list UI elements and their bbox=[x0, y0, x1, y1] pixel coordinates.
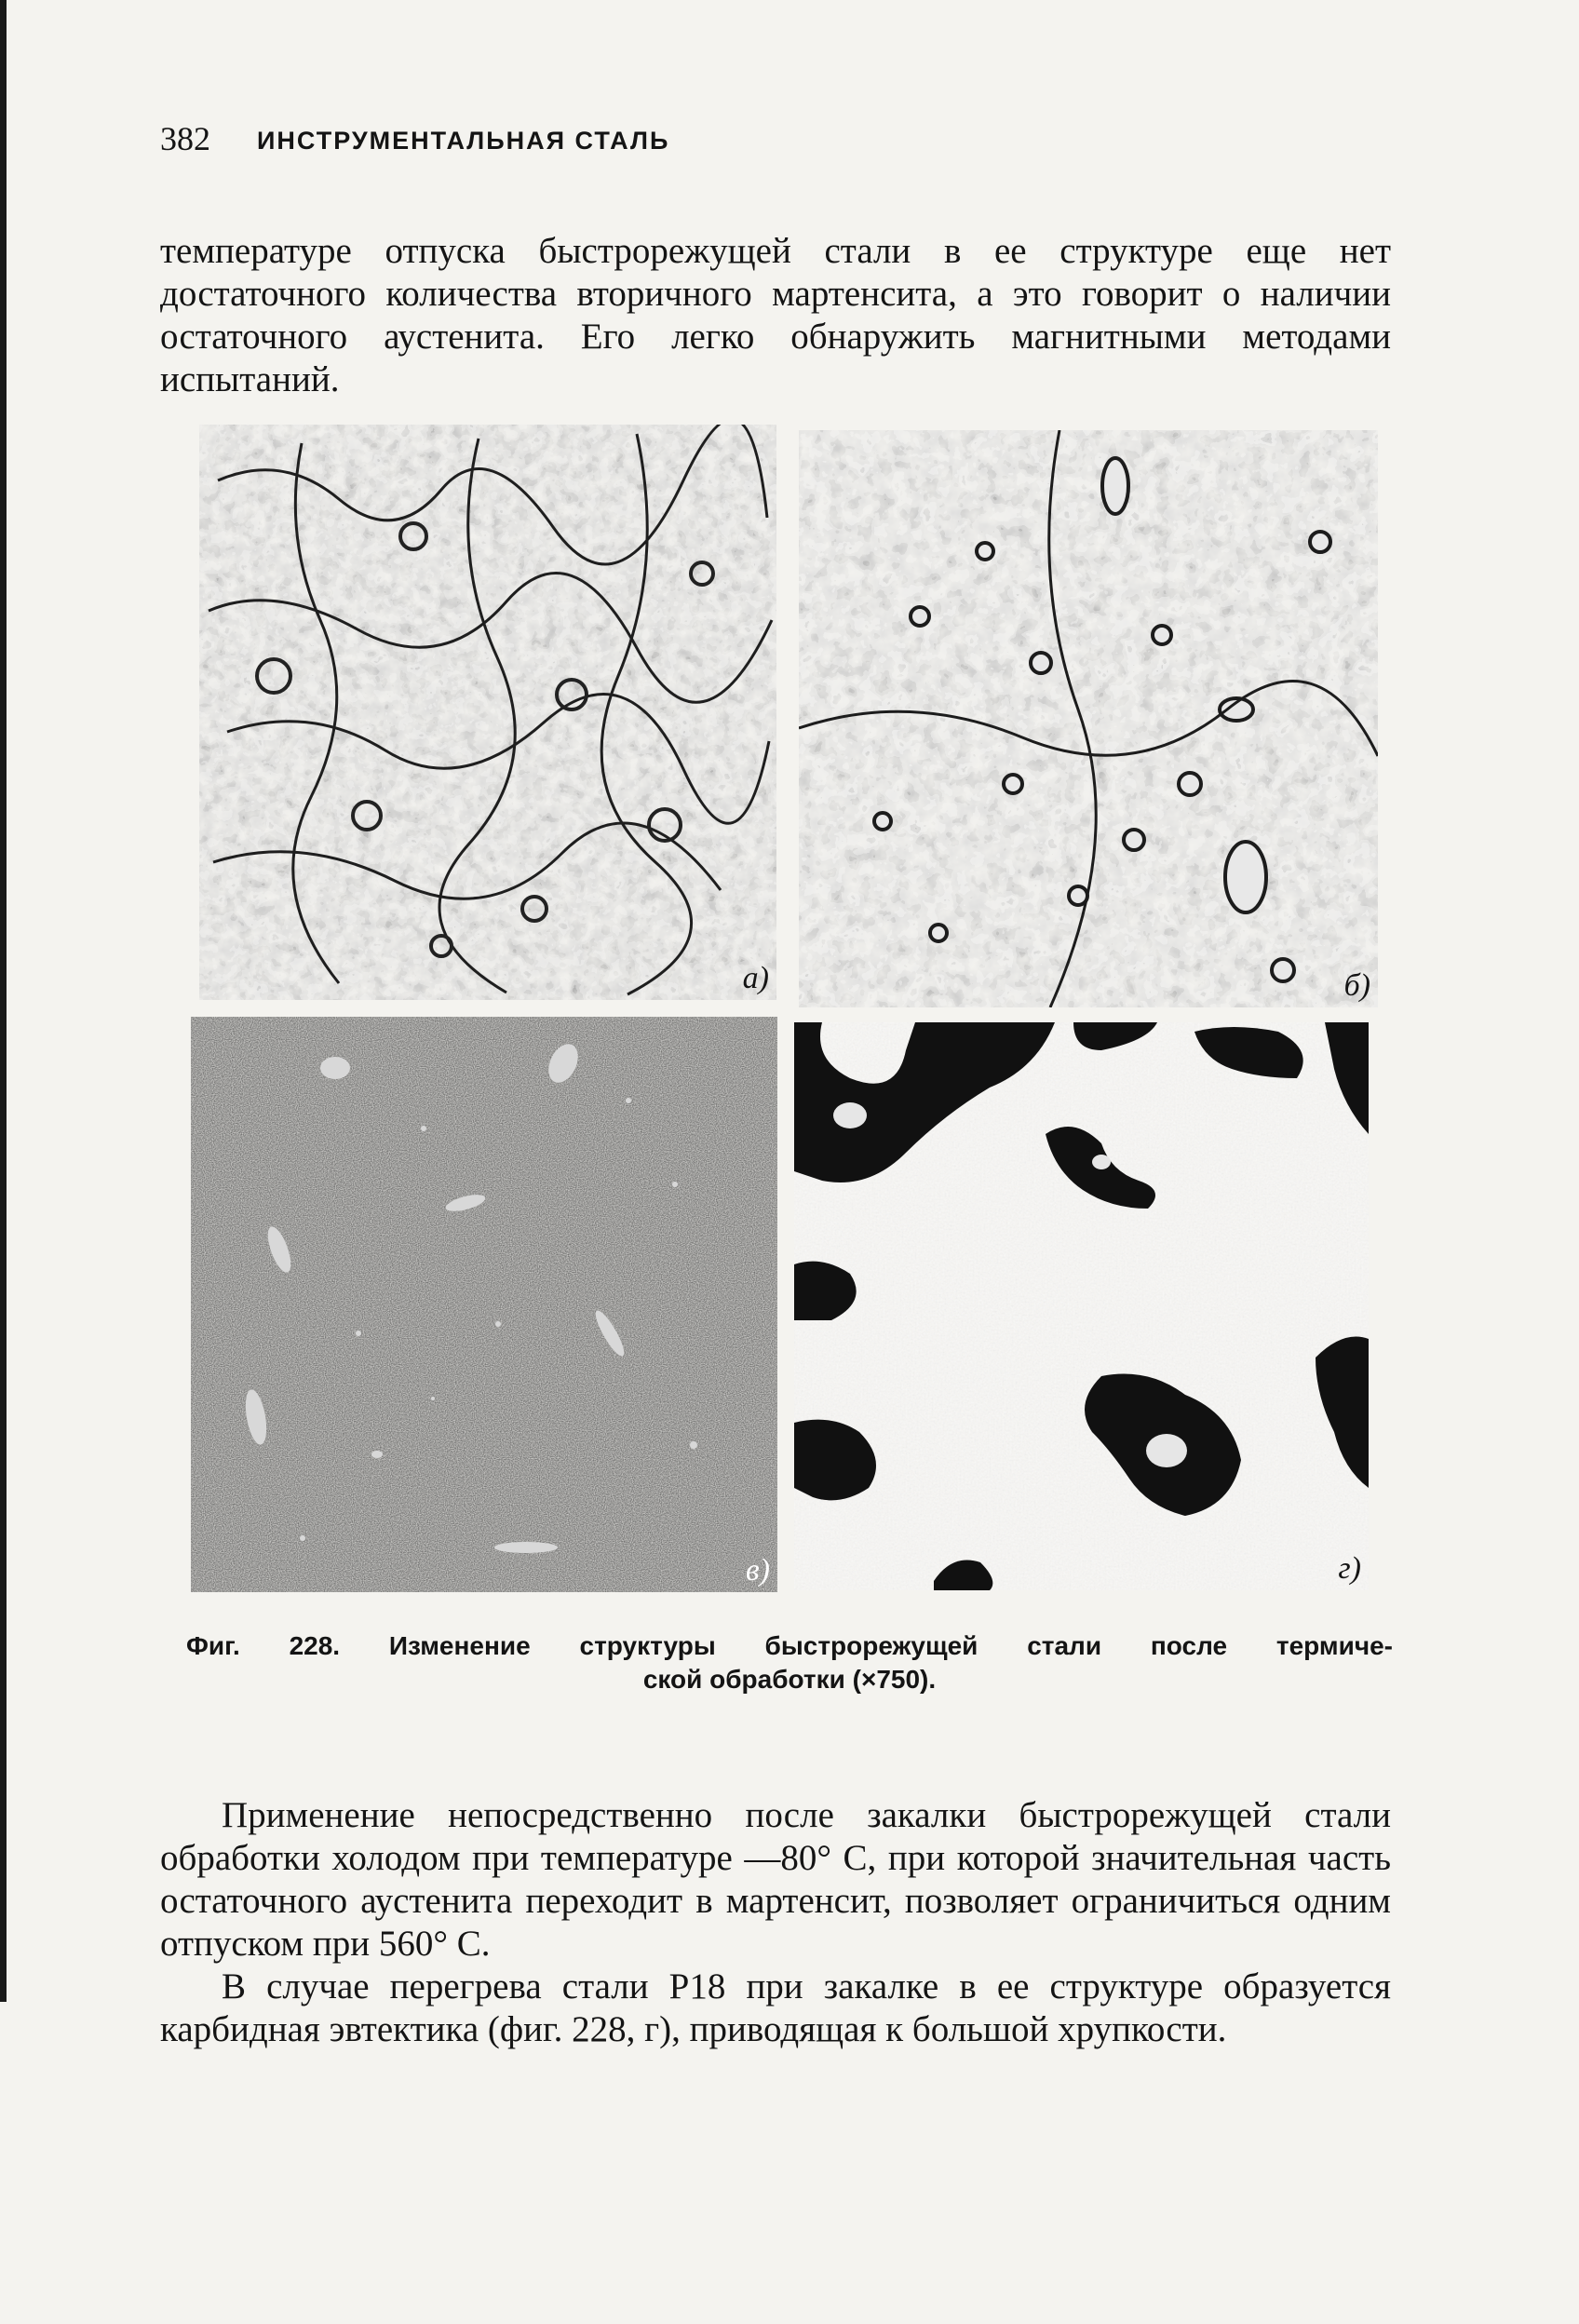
caption-line-2: ской обработки (×750). bbox=[642, 1665, 937, 1694]
micrograph-g-image bbox=[794, 1022, 1369, 1590]
micrograph-b bbox=[799, 430, 1378, 1007]
panel-label-v: в) bbox=[745, 1553, 770, 1588]
micrograph-g bbox=[794, 1022, 1369, 1590]
panel-label-a: а) bbox=[742, 961, 769, 995]
running-title: ИНСТРУМЕНТАЛЬНАЯ СТАЛЬ bbox=[257, 127, 670, 155]
figure-caption bbox=[186, 1629, 1393, 1696]
paragraph-cold-treatment: Применение непосредственно после закалки быстрорежущей стали обработки холодом при температуре —80° С, при которой значительная часть остаточного аустенита переходит в мартенсит, позволяет ограничиться одним отпуском при 560° С. bbox=[160, 1795, 1391, 1964]
micrograph-a bbox=[199, 425, 776, 1000]
micrograph-a-image bbox=[199, 425, 776, 1000]
paragraph-overheating: В случае перегрева стали Р18 при закалке в ее структуре образуется карбидная эвтектика (фиг. 228, г), приводящая к большой хрупкости. bbox=[160, 1966, 1391, 2049]
micrograph-b-image bbox=[799, 430, 1378, 1007]
panel-label-g: г) bbox=[1338, 1551, 1361, 1586]
paragraph-top: температуре отпуска быстрорежущей стали в ее структуре еще нет достаточного количества вторичного мартенсита, а это говорит о наличии остаточного аустенита. Его легко обнаружить магнитными методами испытаний. bbox=[160, 231, 1391, 399]
micrograph-v bbox=[191, 1017, 777, 1592]
panel-label-b: б) bbox=[1343, 968, 1370, 1003]
page-number: 382 bbox=[160, 120, 210, 157]
page-edge-shadow bbox=[0, 0, 7, 2002]
figure-228 bbox=[186, 419, 1369, 1592]
micrograph-v-image bbox=[191, 1017, 777, 1592]
page-header bbox=[160, 119, 1389, 166]
caption-line-1: Фиг. 228. Изменение структуры быстрорежущей стали после термиче- bbox=[186, 1631, 1393, 1660]
